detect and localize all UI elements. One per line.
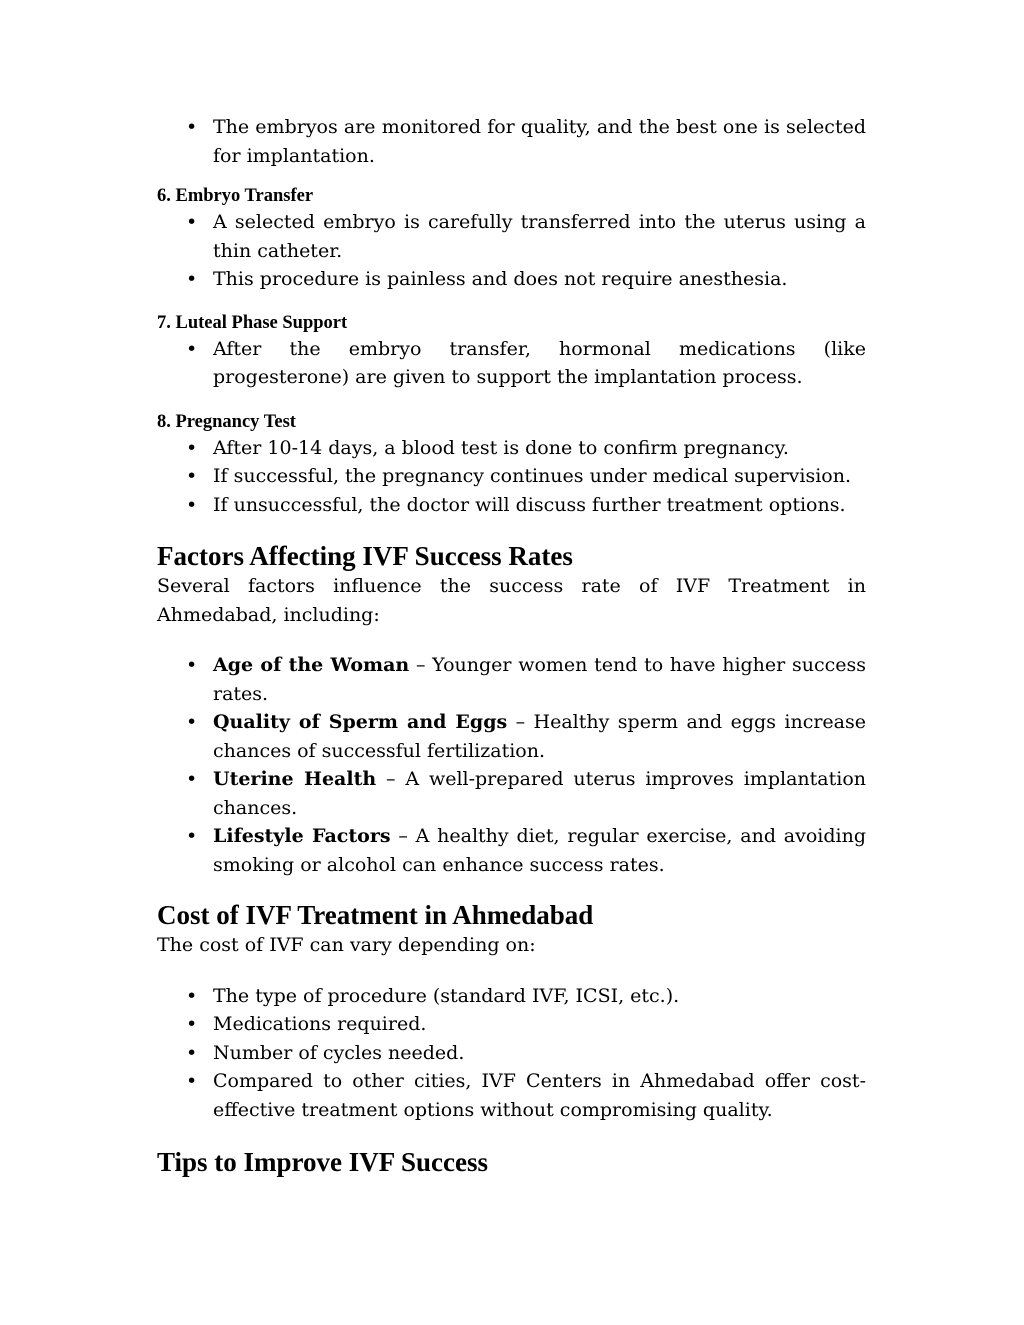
list-item-text: Compared to other cities, IVF Centers in Ahmedabad offer cost-effective treatment options without compromising quality.	[213, 1070, 866, 1121]
factor-term: Lifestyle Factors	[213, 825, 391, 847]
list-item	[157, 708, 866, 765]
step-6-heading: 6. Embryo Transfer	[157, 186, 314, 206]
factor-term: Age of the Woman	[213, 654, 410, 676]
list-item-text: If successful, the pregnancy continues under medical supervision.	[213, 465, 851, 487]
bullet-icon: •	[186, 768, 198, 790]
list-item-text: Number of cycles needed.	[213, 1041, 465, 1064]
step-7-heading: 7. Luteal Phase Support	[157, 312, 348, 333]
bullet-icon: •	[186, 436, 198, 459]
top-bullet-list	[157, 113, 866, 170]
factors-intro: Several factors influence the success rate of IVF Treatment in Ahmedabad, including:	[157, 575, 866, 626]
list-item-text: After the embryo transfer, hormonal medications (like progesterone) are given to support the implantation process.	[213, 337, 866, 388]
step-6-list	[157, 208, 866, 294]
list-item-text: The embryos are monitored for quality, and the best one is selected for implantation.	[213, 116, 866, 167]
list-item	[157, 1010, 866, 1039]
list-item-text: Medications required.	[213, 1013, 427, 1035]
factor-term: Uterine Health	[213, 768, 377, 790]
bullet-icon: •	[186, 711, 198, 733]
list-item-text: If unsuccessful, the doctor will discuss further treatment options.	[213, 493, 846, 516]
list-item-text: A selected embryo is carefully transferred into the uterus using a thin catheter.	[213, 211, 866, 262]
list-item	[157, 434, 866, 463]
cost-heading: Cost of IVF Treatment in Ahmedabad	[157, 900, 594, 930]
bullet-icon: •	[186, 493, 198, 516]
step-8-list	[157, 434, 866, 520]
factor-description: – A well-prepared uterus improves implantation chances.	[213, 768, 866, 819]
factors-list	[157, 651, 866, 879]
list-item	[157, 462, 866, 491]
list-item	[157, 1039, 866, 1068]
list-item	[157, 1067, 866, 1124]
factor-description: – Healthy sperm and eggs increase chances of successful fertilization.	[213, 711, 866, 762]
list-item	[157, 765, 866, 822]
list-item	[157, 113, 866, 170]
bullet-icon: •	[186, 268, 198, 290]
cost-list	[157, 982, 866, 1125]
bullet-icon: •	[186, 825, 198, 847]
step-7-list	[157, 335, 866, 392]
factor-description: – Younger women tend to have higher success rates.	[213, 654, 866, 705]
list-item-text: This procedure is painless and does not require anesthesia.	[213, 268, 788, 290]
list-item	[157, 822, 866, 879]
factors-heading: Factors Affecting IVF Success Rates	[157, 541, 573, 571]
bullet-icon: •	[186, 984, 198, 1007]
bullet-icon: •	[186, 116, 198, 138]
bullet-icon: •	[186, 1070, 198, 1092]
list-item-text: After 10-14 days, a blood test is done to confirm pregnancy.	[213, 436, 789, 459]
list-item	[157, 335, 866, 392]
cost-intro: The cost of IVF can vary depending on:	[157, 934, 536, 956]
bullet-icon: •	[186, 1041, 198, 1064]
list-item	[157, 651, 866, 708]
list-item	[157, 265, 866, 294]
bullet-icon: •	[186, 465, 198, 487]
bullet-icon: •	[186, 1013, 198, 1035]
list-item	[157, 491, 866, 520]
factor-description: – A healthy diet, regular exercise, and avoiding smoking or alcohol can enhance success rates.	[213, 825, 866, 876]
bullet-icon: •	[186, 337, 198, 360]
tips-heading: Tips to Improve IVF Success	[157, 1147, 489, 1177]
factor-term: Quality of Sperm and Eggs	[213, 711, 508, 733]
step-8-heading: 8. Pregnancy Test	[157, 411, 296, 432]
list-item	[157, 982, 866, 1011]
list-item-text: The type of procedure (standard IVF, ICSI, etc.).	[213, 984, 680, 1007]
bullet-icon: •	[186, 654, 198, 676]
bullet-icon: •	[186, 211, 198, 233]
page-content	[157, 113, 866, 1178]
list-item	[157, 208, 866, 265]
